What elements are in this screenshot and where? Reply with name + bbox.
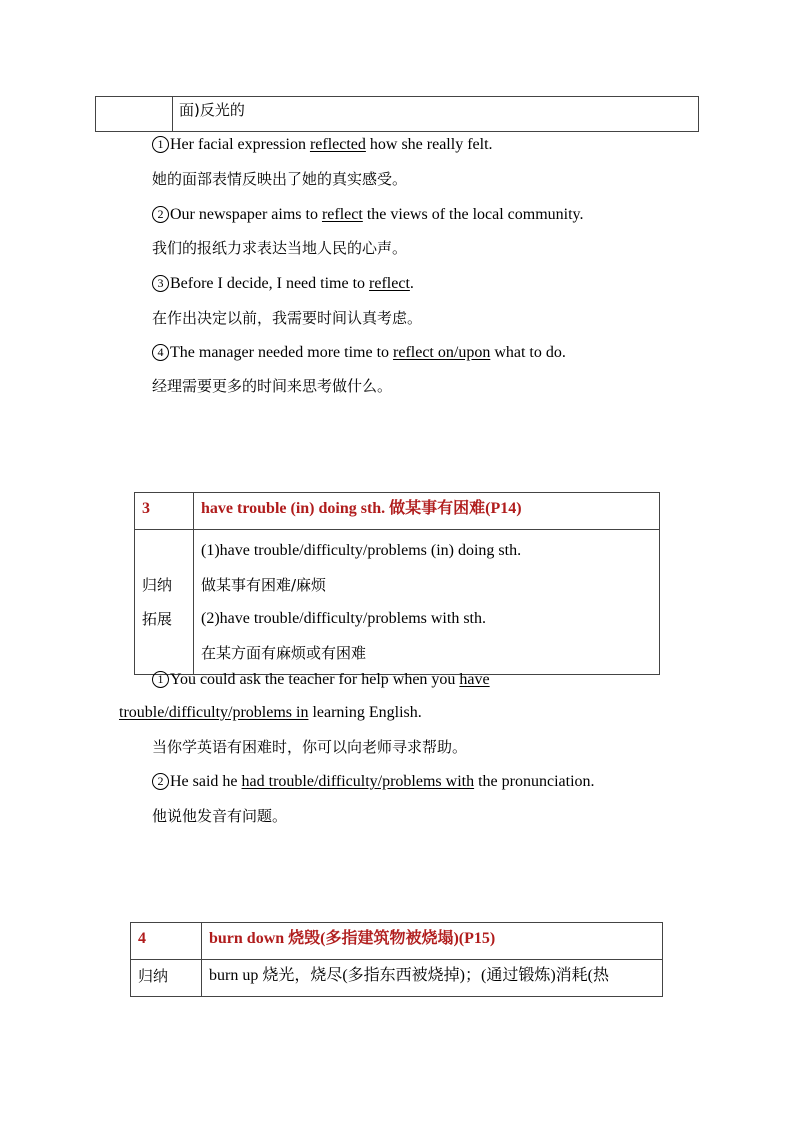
example-sentence-continued: trouble/difficulty/problems in learning English. — [119, 704, 422, 721]
label-summary: 归纳 — [142, 576, 173, 594]
label-cell — [135, 530, 194, 675]
example-sentence: 1 Her facial expression reflected how she really felt. — [152, 134, 493, 156]
label-summary: 归纳 — [138, 967, 169, 985]
underlined-phrase: trouble/difficulty/problems in — [119, 704, 309, 721]
content-cell — [194, 530, 660, 675]
example-translation: 我们的报纸力求表达当地人民的心声。 — [152, 239, 408, 257]
usage-line: (1)have trouble/difficulty/problems (in) doing sth. — [201, 542, 522, 559]
example-sentence: 1 You could ask the teacher for help when you have — [152, 669, 490, 691]
entry-title-cell — [202, 923, 663, 960]
entry-title: have trouble (in) doing sth. 做某事有困难(P14) — [201, 500, 522, 517]
label-cell — [131, 960, 202, 997]
underlined-phrase: reflect — [369, 275, 410, 292]
circled-number: 3 — [152, 275, 169, 292]
usage-line: (2)have trouble/difficulty/problems with sth. — [201, 610, 486, 627]
circled-number: 2 — [152, 206, 169, 223]
example-translation: 他说他发音有问题。 — [152, 807, 288, 825]
circled-number: 2 — [152, 773, 169, 790]
example-sentence: 2 Our newspaper aims to reflect the views of the local community. — [152, 204, 584, 226]
example-sentence: 3 Before I decide, I need time to reflect. — [152, 273, 414, 295]
usage-line: burn up 烧光，烧尽(多指东西被烧掉)；(通过锻炼)消耗(热 — [209, 967, 609, 984]
example-translation: 经理需要更多的时间来思考做什么。 — [152, 377, 393, 395]
vocab-table-3 — [134, 492, 660, 675]
example-translation: 在作出决定以前，我需要时间认真考虑。 — [152, 309, 423, 327]
entry-number-cell — [131, 923, 202, 960]
entry-number: 3 — [142, 500, 150, 517]
table-fragment-top — [95, 96, 699, 132]
table-cell-left — [96, 97, 173, 132]
vocab-table-4 — [130, 922, 663, 997]
entry-number-cell — [135, 493, 194, 530]
underlined-phrase: reflect — [321, 206, 363, 223]
underlined-phrase: have — [459, 671, 490, 688]
circled-number: 1 — [152, 136, 169, 153]
table-cell-text: 面)反光的 — [179, 101, 245, 119]
circled-number: 1 — [152, 671, 169, 688]
entry-number: 4 — [138, 930, 146, 947]
underlined-phrase: reflected — [309, 136, 366, 153]
example-translation: 她的面部表情反映出了她的真实感受。 — [152, 170, 408, 188]
entry-title-cell — [194, 493, 660, 530]
usage-meaning: 做某事有困难/麻烦 — [201, 576, 327, 594]
underlined-phrase: had trouble/difficulty/problems with — [241, 773, 475, 790]
entry-title: burn down 烧毁(多指建筑物被烧塌)(P15) — [209, 930, 496, 947]
example-translation: 当你学英语有困难时，你可以向老师寻求帮助。 — [152, 738, 468, 756]
example-sentence: 4 The manager needed more time to reflect on/upon what to do. — [152, 342, 566, 364]
table-cell-right — [173, 97, 699, 132]
underlined-phrase: reflect on/upon — [393, 344, 491, 361]
label-extend: 拓展 — [142, 610, 173, 628]
content-cell — [202, 960, 663, 997]
circled-number: 4 — [152, 344, 169, 361]
example-sentence: 2 He said he had trouble/difficulty/problems with the pronunciation. — [152, 771, 595, 793]
usage-meaning: 在某方面有麻烦或有困难 — [201, 644, 367, 662]
